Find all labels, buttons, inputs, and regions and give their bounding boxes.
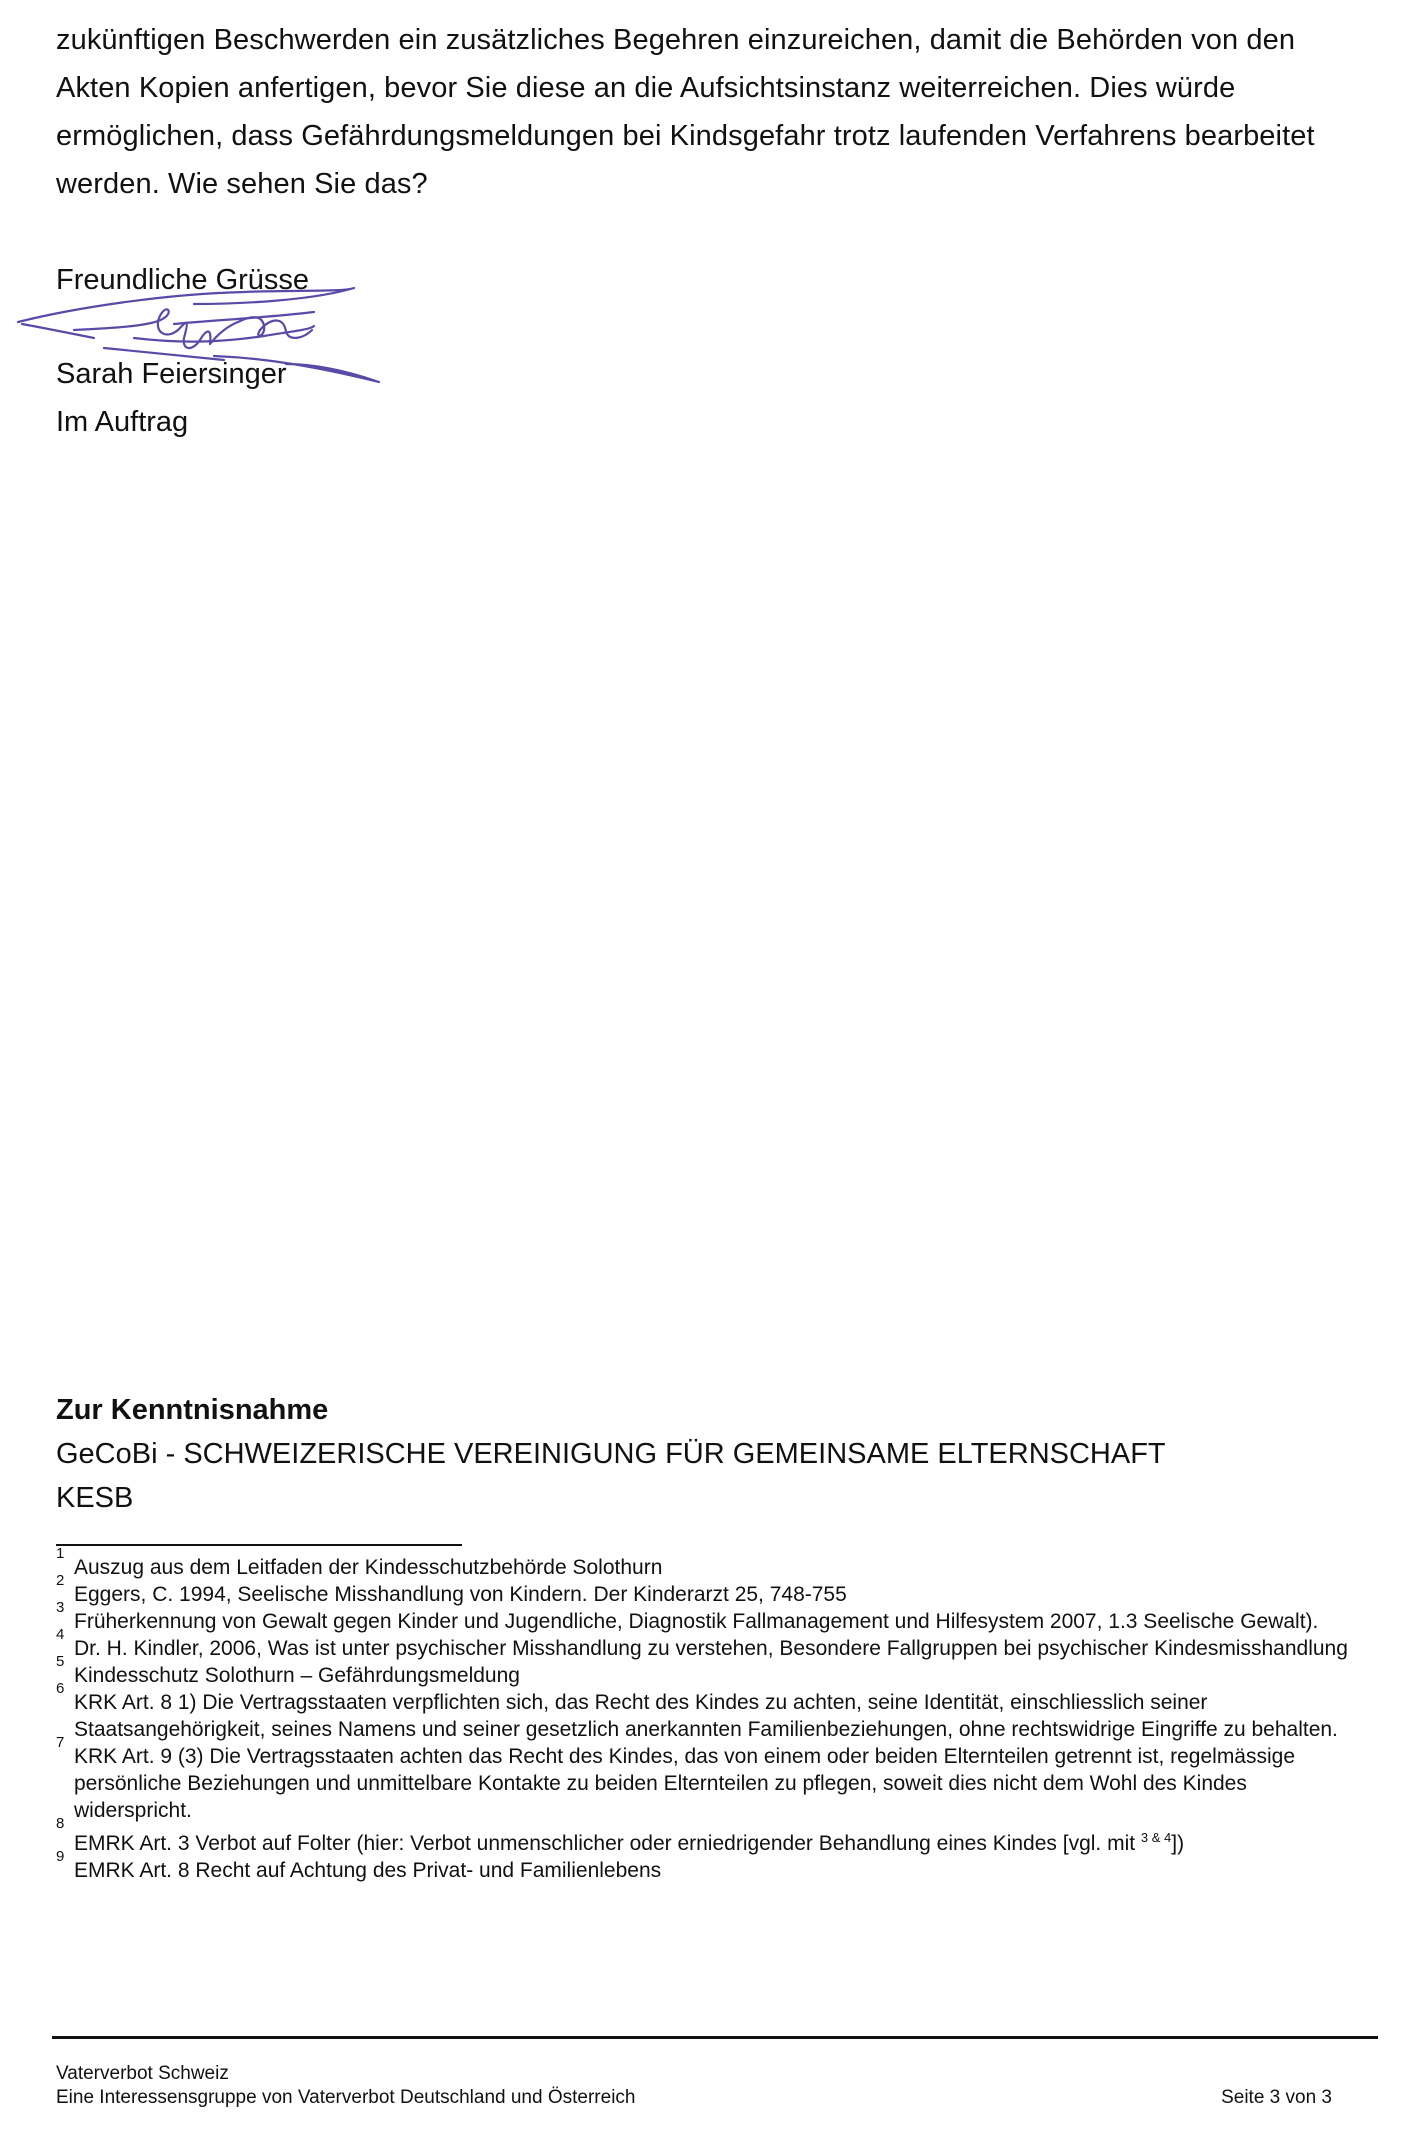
footnote-number: 4 (56, 1626, 65, 1643)
footnote-item (56, 1734, 1366, 1824)
page-footer (56, 2062, 1332, 2110)
footnote-reference: 3 & 4 (1140, 1830, 1172, 1845)
body-line: werden. Wie sehen Sie das? (56, 168, 428, 200)
footnote-text: Eggers, C. 1994, Seelische Misshandlung von Kindern. Der Kinderarzt 25, 748-755 (74, 1583, 847, 1606)
footnote-item (56, 1545, 1366, 1581)
body-line: ermöglichen, dass Gefährdungsmeldungen bei Kindsgefahr trotz laufenden Verfahrens bearbeitet (56, 120, 1315, 152)
footnote-number: 2 (56, 1572, 65, 1589)
footnote-text: Kindesschutz Solothurn – Gefährdungsmeldung (74, 1664, 520, 1687)
footnote-item (56, 1626, 1366, 1662)
footnote-text: KRK Art. 9 (3) Die Vertragsstaaten achten das Recht des Kindes, das von einem oder beiden Elternteilen getrennt ist, regelmässige persönliche Beziehungen und unmittelbare Kontakte zu beiden Elternteilen zu pflegen, soweit dies nicht dem Wohl des Kindes widerspricht. (74, 1745, 1296, 1822)
footer-org: Vaterverbot Schweiz (56, 2063, 229, 2084)
footnote-item (56, 1599, 1366, 1635)
footnote-text: Auszug aus dem Leitfaden der Kindesschutzbehörde Solothurn (74, 1556, 663, 1579)
footnote-number: 1 (56, 1545, 65, 1562)
letter-body (56, 16, 1356, 208)
notice-recipient: GeCoBi - SCHWEIZERISCHE VEREINIGUNG FÜR GEMEINSAME ELTERNSCHAFT (56, 1438, 1166, 1470)
footnote-text: KRK Art. 8 1) Die Vertragsstaaten verpflichten sich, das Recht des Kindes zu achten, seine Identität, einschliesslich seiner Staatsangehörigkeit, seines Namens und seiner gesetzlich anerkannten Familienbeziehungen, ohne rechtswidrige Eingriffe zu behalten. (74, 1691, 1338, 1741)
footer-divider (52, 2036, 1378, 2039)
footnote-text-tail: ]) (1171, 1832, 1185, 1855)
signer-name: Sarah Feiersinger (56, 358, 287, 390)
greeting: Freundliche Grüsse (56, 264, 310, 296)
footnote-number: 9 (56, 1848, 65, 1865)
footnote-item (56, 1680, 1366, 1743)
notice-block (56, 1388, 1166, 1520)
notice-heading: Zur Kenntnisnahme (56, 1394, 329, 1426)
footnote-item (56, 1815, 1366, 1857)
footnote-text: EMRK Art. 8 Recht auf Achtung des Privat- und Familienlebens (74, 1859, 662, 1882)
signer-role: Im Auftrag (56, 406, 189, 438)
footnote-number: 3 (56, 1599, 65, 1616)
body-line: zukünftigen Beschwerden ein zusätzliches Begehren einzureichen, damit die Behörden von den (56, 24, 1296, 56)
notice-recipient: KESB (56, 1482, 134, 1514)
footnote-item (56, 1653, 1366, 1689)
footnote-item (56, 1572, 1366, 1608)
footnote-item (56, 1848, 1366, 1884)
body-line: Akten Kopien anfertigen, bevor Sie diese an die Aufsichtsinstanz weiterreichen. Dies würde (56, 72, 1236, 104)
footer-tagline: Eine Interessensgruppe von Vaterverbot Deutschland und Österreich (56, 2087, 636, 2108)
footnote-text: EMRK Art. 3 Verbot auf Folter (hier: Verbot unmenschlicher oder erniedrigender Behandlung eines Kindes [vgl. mit (74, 1832, 1141, 1855)
footnote-number: 8 (56, 1815, 65, 1832)
footnote-number: 6 (56, 1680, 65, 1697)
footnote-text: Dr. H. Kindler, 2006, Was ist unter psychischer Misshandlung zu verstehen, Besondere Fallgruppen bei psychischer Kindesmisshandlung (74, 1637, 1348, 1660)
footnote-divider (56, 1544, 462, 1546)
footnotes (56, 1545, 1366, 1884)
footnote-number: 5 (56, 1653, 65, 1670)
footnote-number: 7 (56, 1734, 65, 1751)
footnote-text: Früherkennung von Gewalt gegen Kinder und Jugendliche, Diagnostik Fallmanagement und Hilfesystem 2007, 1.3 Seelische Gewalt). (74, 1610, 1319, 1633)
page-number: Seite 3 von 3 (1221, 2087, 1332, 2108)
